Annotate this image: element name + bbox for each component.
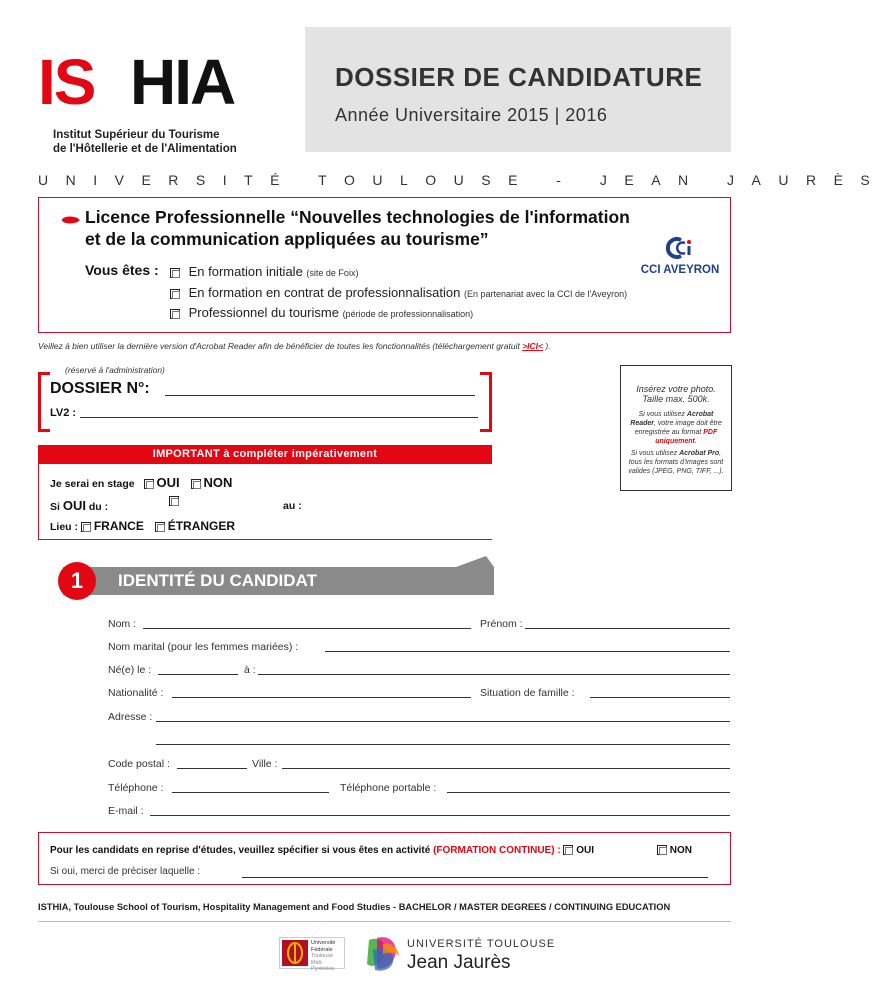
stage-non-checkbox[interactable] (191, 479, 201, 489)
ne-le-label: Né(e) le : (108, 664, 152, 676)
important-bar: IMPORTANT à compléter impérativement (38, 445, 492, 464)
universite-federale-logo: Université Fédérale Toulouse Midi-Pyrénées (279, 937, 345, 969)
uf-emblem-icon (282, 940, 308, 966)
vous-etes-label: Vous êtes : (85, 262, 159, 278)
footer-text: ISTHIA, Toulouse School of Tourism, Hospitality Management and Food Studies - BACHELOR / MASTER DEGREES / CONTINUING EDUCATION (38, 902, 671, 912)
dossier-number-field[interactable] (165, 395, 475, 396)
code-postal-label: Code postal : (108, 758, 170, 770)
adresse-input-1[interactable] (156, 721, 730, 722)
ville-label: Ville : (252, 758, 278, 770)
cci-label: CCI AVEYRON (640, 264, 720, 276)
email-input[interactable] (150, 815, 730, 816)
cci-logo (635, 237, 725, 279)
section-title: IDENTITÉ DU CANDIDAT (118, 571, 317, 590)
checkbox[interactable] (170, 289, 180, 299)
checkbox[interactable] (170, 268, 180, 278)
photo-upload-box[interactable]: Insérez votre photo. Taille max. 500k. Si vous utilisez Acrobat Reader, votre image doit être enregistrée au format PDF uniquement. Si vous utilisez Acrobat Pro, tous les formats d'images sont valides (JPEG, PNG, TIFF, ...). (620, 365, 732, 491)
isthia-logo (38, 46, 258, 120)
ne-le-input[interactable] (158, 674, 238, 675)
institute-name: Institut Supérieur du Tourisme de l'Hôtellerie et de l'Alimentation (53, 129, 237, 155)
prenom-input[interactable] (525, 628, 730, 629)
code-postal-input[interactable] (177, 768, 247, 769)
nom-label: Nom : (108, 618, 137, 630)
download-link[interactable]: >ICI< (522, 341, 544, 351)
option-initiale[interactable]: En formation initiale (site de Foix) (170, 264, 358, 279)
lv2-label: LV2 : (50, 407, 77, 419)
ut-line-2: Jean Jaurès (407, 952, 511, 973)
portable-input[interactable] (447, 792, 730, 793)
france-checkbox[interactable] (81, 522, 91, 532)
ville-input[interactable] (282, 768, 730, 769)
telephone-input[interactable] (172, 792, 329, 793)
lieu-row: Lieu : FRANCE ÉTRANGER (50, 519, 236, 533)
si-oui-label: Si oui, merci de préciser laquelle : (50, 866, 201, 877)
reprise-question: Pour les candidats en reprise d'études, veuillez spécifier si vous êtes en activité (FORMATION CONTINUE) : OUI (50, 845, 595, 856)
footer-divider (38, 921, 731, 922)
nom-input[interactable] (143, 628, 471, 629)
pointer-icon (62, 211, 80, 219)
checkbox[interactable] (170, 309, 180, 319)
lieu-naissance-label: à : (244, 664, 256, 676)
lieu-naissance-input[interactable] (258, 674, 730, 675)
reprise-non: NON (657, 845, 692, 856)
ut-emblem-icon (365, 934, 403, 974)
photo-reader-note: Si vous utilisez Acrobat Reader, votre image doit être enregistrée au format PDF uniquement. (630, 411, 722, 445)
option-professionnel[interactable]: Professionnel du tourisme (période de professionnalisation) (170, 305, 473, 320)
page-title: DOSSIER DE CANDIDATURE (335, 62, 703, 92)
section-number: 1 (58, 562, 96, 600)
portable-label: Téléphone portable : (340, 782, 437, 794)
nationalite-label: Nationalité : (108, 687, 164, 699)
cci-symbol-icon (665, 237, 695, 259)
stage-row: Je serai en stage OUI NON (50, 475, 233, 490)
licence-title: Licence Professionnelle “Nouvelles technologies de l'information et de la communication appliquées au tourisme” (85, 207, 630, 249)
adresse-label: Adresse : (108, 711, 153, 723)
date-checkbox[interactable] (169, 496, 179, 506)
bracket-right (480, 372, 492, 432)
logo-part-hia: HIA (130, 46, 235, 118)
bracket-left (38, 372, 50, 432)
etranger-checkbox[interactable] (155, 522, 165, 532)
au-label: au : (283, 500, 302, 512)
stage-dates-row: Si OUI du : (50, 498, 109, 513)
nom-marital-input[interactable] (325, 651, 730, 652)
nationalite-input[interactable] (172, 697, 471, 698)
ut-line-1: UNIVERSITÉ TOULOUSE (407, 938, 556, 950)
situation-label: Situation de famille : (480, 687, 575, 699)
photo-pro-note: Si vous utilisez Acrobat Pro, tous les formats d'images sont valides (JPEG, PNG, TIFF, ...). (628, 450, 724, 475)
situation-input[interactable] (590, 697, 730, 698)
section-1-header (38, 562, 494, 600)
lv2-field[interactable] (80, 417, 478, 418)
ut-jean-jaures-logo (365, 932, 556, 976)
reprise-non-checkbox[interactable] (657, 845, 667, 855)
reserve-label: (réservé à l'administration) (65, 365, 165, 375)
adresse-input-2[interactable] (156, 744, 730, 745)
reader-note: Veillez à bien utiliser la dernière version d'Acrobat Reader afin de bénéficier de toutes les fonctionnalités (téléchargement gratuit >ICI< ). (38, 341, 551, 351)
university-line: UNIVERSITÉ TOULOUSE - JEAN JAURÈS (38, 172, 887, 188)
reprise-oui-checkbox[interactable] (563, 845, 573, 855)
option-contrat-pro[interactable]: En formation en contrat de professionnalisation (En partenariat avec la CCI de l'Aveyron) (170, 285, 627, 300)
title-box (305, 27, 731, 152)
nom-marital-label: Nom marital (pour les femmes mariées) : (108, 641, 299, 653)
email-label: E-mail : (108, 805, 144, 817)
si-oui-input[interactable] (242, 877, 708, 878)
page-subtitle: Année Universitaire 2015 | 2016 (335, 105, 608, 125)
logo-part-is: IS (38, 46, 95, 118)
stage-oui-checkbox[interactable] (144, 479, 154, 489)
dossier-number-label: DOSSIER N°: (50, 380, 150, 397)
telephone-label: Téléphone : (108, 782, 164, 794)
prenom-label: Prénom : (480, 618, 523, 630)
